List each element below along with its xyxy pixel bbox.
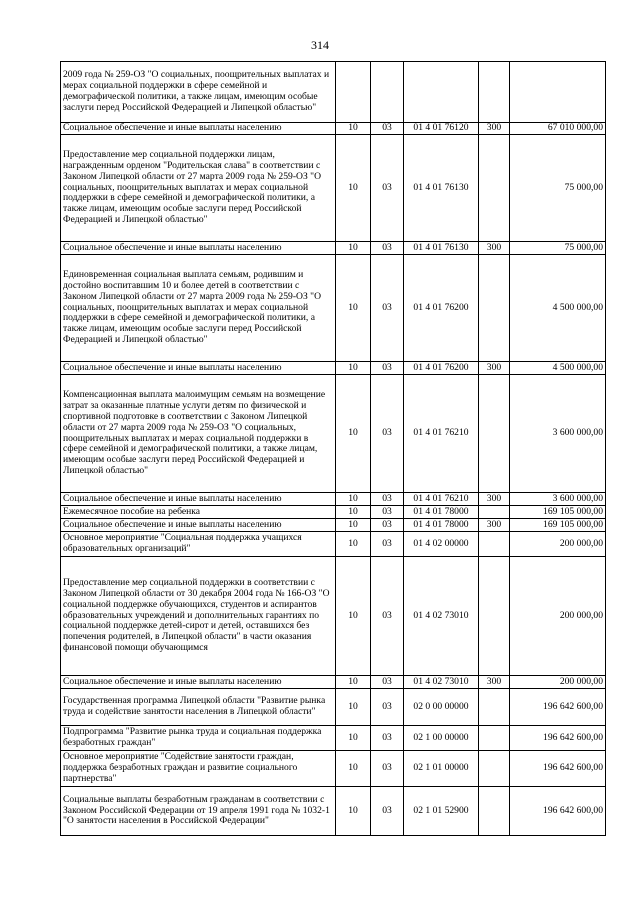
expense-type-cell: 300	[479, 242, 510, 255]
amount-cell: 196 642 600,00	[510, 726, 606, 751]
page-number: 314	[311, 38, 329, 52]
amount-cell: 169 105 000,00	[510, 519, 606, 532]
section-code-cell: 10	[336, 532, 371, 557]
table-row	[61, 506, 606, 519]
target-code-cell: 02 1 01 52900	[404, 787, 479, 836]
table-row	[61, 375, 606, 493]
subsection-code-cell: 03	[371, 135, 404, 242]
section-code-cell: 10	[336, 362, 371, 375]
table-row	[61, 751, 606, 787]
table-row	[61, 787, 606, 836]
target-code-cell: 02 1 00 00000	[404, 726, 479, 751]
target-code-cell: 01 4 01 76130	[404, 135, 479, 242]
amount-cell: 3 600 000,00	[510, 493, 606, 506]
section-code-cell: 10	[336, 375, 371, 493]
table-row	[61, 676, 606, 689]
subsection-code-cell: 03	[371, 787, 404, 836]
table-row	[61, 362, 606, 375]
target-code-cell: 02 1 01 00000	[404, 751, 479, 787]
section-code-cell: 10	[336, 242, 371, 255]
section-code-cell: 10	[336, 676, 371, 689]
table-row	[61, 135, 606, 242]
expense-name-cell: Социальное обеспечение и иные выплаты населению	[61, 676, 336, 689]
expense-name-cell: Ежемесячное пособие на ребенка	[61, 506, 336, 519]
section-code-cell: 10	[336, 506, 371, 519]
expense-name-cell: Социальное обеспечение и иные выплаты населению	[61, 242, 336, 255]
target-code-cell: 01 4 02 00000	[404, 532, 479, 557]
section-code-cell: 10	[336, 135, 371, 242]
expense-type-cell	[479, 375, 510, 493]
target-code-cell: 01 4 02 73010	[404, 676, 479, 689]
section-code-cell: 10	[336, 787, 371, 836]
amount-cell: 75 000,00	[510, 242, 606, 255]
table-row	[61, 557, 606, 676]
subsection-code-cell: 03	[371, 751, 404, 787]
expense-type-cell	[479, 532, 510, 557]
section-code-cell	[336, 62, 371, 123]
section-code-cell: 10	[336, 255, 371, 362]
expense-name-cell: Социальное обеспечение и иные выплаты населению	[61, 493, 336, 506]
amount-cell: 196 642 600,00	[510, 751, 606, 787]
subsection-code-cell: 03	[371, 493, 404, 506]
expense-type-cell	[479, 557, 510, 676]
amount-cell: 169 105 000,00	[510, 506, 606, 519]
subsection-code-cell: 03	[371, 506, 404, 519]
expense-type-cell: 300	[479, 493, 510, 506]
subsection-code-cell: 03	[371, 676, 404, 689]
expense-type-cell: 300	[479, 123, 510, 135]
section-code-cell: 10	[336, 123, 371, 135]
expense-name-cell: Основное мероприятие "Содействие занятости граждан, поддержка безработных граждан и развитие социального партнерства"	[61, 751, 336, 787]
expense-name-cell: Предоставление мер социальной поддержки лицам, награжденным орденом "Родительская слава" в соответствии с Законом Липецкой области от 27 марта 2009 года № 259-ОЗ "О социальных, поощрительных выплатах и мерах социальной поддержки в сфере семейной и демографической политики, а также лицам, имеющим особые заслуги перед Российской Федерацией и Липецкой областью"	[61, 135, 336, 242]
expense-name-cell: Социальное обеспечение и иные выплаты населению	[61, 362, 336, 375]
expense-type-cell: 300	[479, 362, 510, 375]
expense-name-cell: Подпрограмма "Развитие рынка труда и социальная поддержка безработных граждан"	[61, 726, 336, 751]
subsection-code-cell: 03	[371, 242, 404, 255]
expense-type-cell	[479, 135, 510, 242]
target-code-cell: 01 4 01 76130	[404, 242, 479, 255]
section-code-cell: 10	[336, 689, 371, 726]
expense-type-cell	[479, 506, 510, 519]
amount-cell: 196 642 600,00	[510, 689, 606, 726]
expense-name-cell: Предоставление мер социальной поддержки в соответствии с Законом Липецкой области от 30 декабря 2004 года № 166-ОЗ "О социальной поддержке обучающихся, студентов и аспирантов образовательных учреждений и дополнительных гарантиях по социальной поддержке детей-сирот и детей, оставшихся без попечения родителей, в Липецкой области" в части оказания финансовой помощи обучающимся	[61, 557, 336, 676]
target-code-cell: 01 4 01 76200	[404, 362, 479, 375]
table-row	[61, 123, 606, 135]
target-code-cell: 01 4 01 78000	[404, 519, 479, 532]
subsection-code-cell: 03	[371, 123, 404, 135]
table-row	[61, 519, 606, 532]
expense-type-cell	[479, 787, 510, 836]
expense-type-cell: 300	[479, 676, 510, 689]
target-code-cell: 01 4 01 76120	[404, 123, 479, 135]
expense-type-cell	[479, 62, 510, 123]
expense-type-cell	[479, 689, 510, 726]
subsection-code-cell	[371, 62, 404, 123]
table-row	[61, 689, 606, 726]
target-code-cell: 01 4 01 76210	[404, 493, 479, 506]
amount-cell: 200 000,00	[510, 557, 606, 676]
expense-name-cell: Социальное обеспечение и иные выплаты населению	[61, 519, 336, 532]
amount-cell: 196 642 600,00	[510, 787, 606, 836]
amount-cell: 75 000,00	[510, 135, 606, 242]
table-row	[61, 493, 606, 506]
subsection-code-cell: 03	[371, 519, 404, 532]
expense-type-cell	[479, 751, 510, 787]
expense-type-cell	[479, 726, 510, 751]
subsection-code-cell: 03	[371, 375, 404, 493]
subsection-code-cell: 03	[371, 557, 404, 676]
expense-name-cell: Основное мероприятие "Социальная поддержка учащихся образовательных организаций"	[61, 532, 336, 557]
table-row	[61, 726, 606, 751]
subsection-code-cell: 03	[371, 689, 404, 726]
expense-type-cell	[479, 255, 510, 362]
table-row	[61, 532, 606, 557]
target-code-cell: 01 4 01 78000	[404, 506, 479, 519]
target-code-cell: 01 4 02 73010	[404, 557, 479, 676]
amount-cell: 3 600 000,00	[510, 375, 606, 493]
target-code-cell: 02 0 00 00000	[404, 689, 479, 726]
budget-table-body	[61, 62, 606, 836]
table-row	[61, 255, 606, 362]
subsection-code-cell: 03	[371, 726, 404, 751]
expense-name-cell: Компенсационная выплата малоимущим семьям на возмещение затрат за оказанные платные услуги детям по физической и спортивной подготовке в соответствии с Законом Липецкой области от 27 марта 2009 года № 259-ОЗ "О социальных, поощрительных выплатах и мерах социальной поддержки в сфере семейной и демографической политики, а также лицам, имеющим особые заслуги перед Российской Федерацией и Липецкой областью"	[61, 375, 336, 493]
amount-cell: 67 010 000,00	[510, 123, 606, 135]
target-code-cell: 01 4 01 76200	[404, 255, 479, 362]
budget-table	[60, 61, 606, 836]
section-code-cell: 10	[336, 519, 371, 532]
section-code-cell: 10	[336, 726, 371, 751]
expense-name-cell: Социальные выплаты безработным гражданам в соответствии с Законом Российской Федерации от 19 апреля 1991 года № 1032-1 "О занятости населения в Российской Федерации"	[61, 787, 336, 836]
amount-cell: 200 000,00	[510, 676, 606, 689]
table-row	[61, 62, 606, 123]
expense-name-cell: Государственная программа Липецкой области "Развитие рынка труда и содействие занятости населения в Липецкой области"	[61, 689, 336, 726]
amount-cell	[510, 62, 606, 123]
subsection-code-cell: 03	[371, 362, 404, 375]
expense-name-cell: 2009 года № 259-ОЗ "О социальных, поощрительных выплатах и мерах социальной поддержки в сфере семейной и демографической политики, а также лицам, имеющим особые заслуги перед Российской Федерацией и Липецкой областью"	[61, 62, 336, 123]
section-code-cell: 10	[336, 557, 371, 676]
expense-name-cell: Социальное обеспечение и иные выплаты населению	[61, 123, 336, 135]
subsection-code-cell: 03	[371, 532, 404, 557]
section-code-cell: 10	[336, 751, 371, 787]
amount-cell: 4 500 000,00	[510, 362, 606, 375]
subsection-code-cell: 03	[371, 255, 404, 362]
amount-cell: 200 000,00	[510, 532, 606, 557]
table-row	[61, 242, 606, 255]
target-code-cell: 01 4 01 76210	[404, 375, 479, 493]
amount-cell: 4 500 000,00	[510, 255, 606, 362]
expense-type-cell: 300	[479, 519, 510, 532]
target-code-cell	[404, 62, 479, 123]
section-code-cell: 10	[336, 493, 371, 506]
expense-name-cell: Единовременная социальная выплата семьям, родившим и достойно воспитавшим 10 и более детей в соответствии с Законом Липецкой области от 27 марта 2009 года № 259-ОЗ "О социальных, поощрительных выплатах и мерах социальной поддержки в сфере семейной и демографической политики, а также лицам, имеющим особые заслуги перед Российской Федерацией и Липецкой областью"	[61, 255, 336, 362]
